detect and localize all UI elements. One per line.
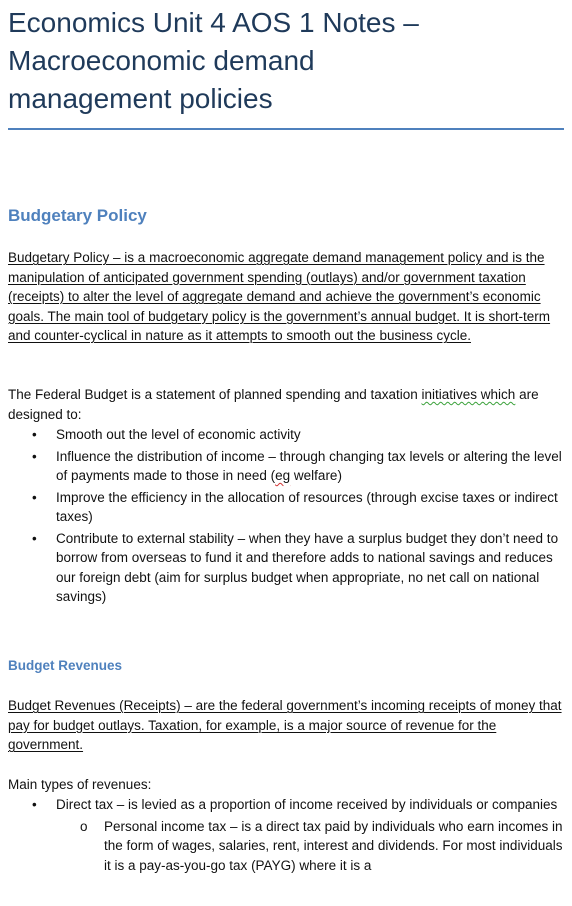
list-item-text: Direct tax – is levied as a proportion of income received by individuals or companies xyxy=(56,797,558,812)
list-item xyxy=(8,425,564,445)
budgetary-policy-definition: Budgetary Policy – is a macroeconomic aggregate demand management policy and is the manipulation of anticipated government spending (outlays) and/or government taxation (receipts) to alter the level of aggregate demand and achieve the government’s economic goals. The main tool of budgetary policy is the government’s annual budget. It is short-term and counter-cyclical in nature as it attempts to smooth out the business cycle. xyxy=(8,250,551,343)
title-underline-rule xyxy=(8,128,564,130)
bullet-icon: • xyxy=(32,427,37,442)
spelling-flagged-word: eg xyxy=(275,468,291,483)
sub-list-item-text: Personal income tax – is a direct tax paid by individuals who earn incomes in the form of wages, salaries, rent, interest and dividends. For most individuals it is a pay-as-you-go tax (PAYG) where it is a xyxy=(104,818,563,873)
document-title: Economics Unit 4 AOS 1 Notes – Macroeconomic demand management policies xyxy=(8,7,419,114)
list-item xyxy=(8,488,564,527)
sub-list-item xyxy=(56,817,564,876)
hollow-bullet-icon: o xyxy=(80,818,88,834)
intro-text-end: are designed to: xyxy=(8,387,539,422)
list-item-text: Contribute to external stability – when they have a surplus budget they don’t need to borrow from overseas to fund it and therefore adds to national savings and reduces our foreign debt (aim for surplus budget when appropriate, no net call on national savings) xyxy=(56,530,559,604)
budgetary-policy-heading: Budgetary Policy xyxy=(8,206,147,225)
bullet-icon: • xyxy=(32,797,37,812)
grammar-flagged-phrase: initiatives which xyxy=(421,387,516,402)
budget-revenues-heading: Budget Revenues xyxy=(8,658,123,673)
list-item xyxy=(8,447,564,486)
revenue-subtypes-list xyxy=(56,817,564,876)
bullet-icon: • xyxy=(32,530,37,546)
list-item-text-end: welfare) xyxy=(290,468,342,483)
list-item-text: Influence the distribution of income – through changing tax levels or altering the level of payments made to those in need ( xyxy=(56,448,562,483)
bullet-icon: • xyxy=(32,489,37,505)
bullet-icon: • xyxy=(32,448,37,464)
list-item xyxy=(8,529,564,607)
budget-revenues-definition: Budget Revenues (Receipts) – are the federal government’s incoming receipts of money that pay for budget outlays. Taxation, for example, is a major source of revenue for the government. xyxy=(8,698,562,752)
intro-text-start: The Federal Budget is a statement of planned spending and taxation xyxy=(8,387,422,402)
federal-budget-intro xyxy=(8,385,564,424)
list-item-text: Improve the efficiency in the allocation of resources (through excise taxes or indirect taxes) xyxy=(56,489,558,524)
revenue-types-label: Main types of revenues: xyxy=(8,777,152,792)
budget-purposes-list xyxy=(8,425,564,609)
revenue-types-list xyxy=(8,795,564,877)
list-item-text: Smooth out the level of economic activity xyxy=(56,427,301,442)
list-item xyxy=(8,795,564,875)
